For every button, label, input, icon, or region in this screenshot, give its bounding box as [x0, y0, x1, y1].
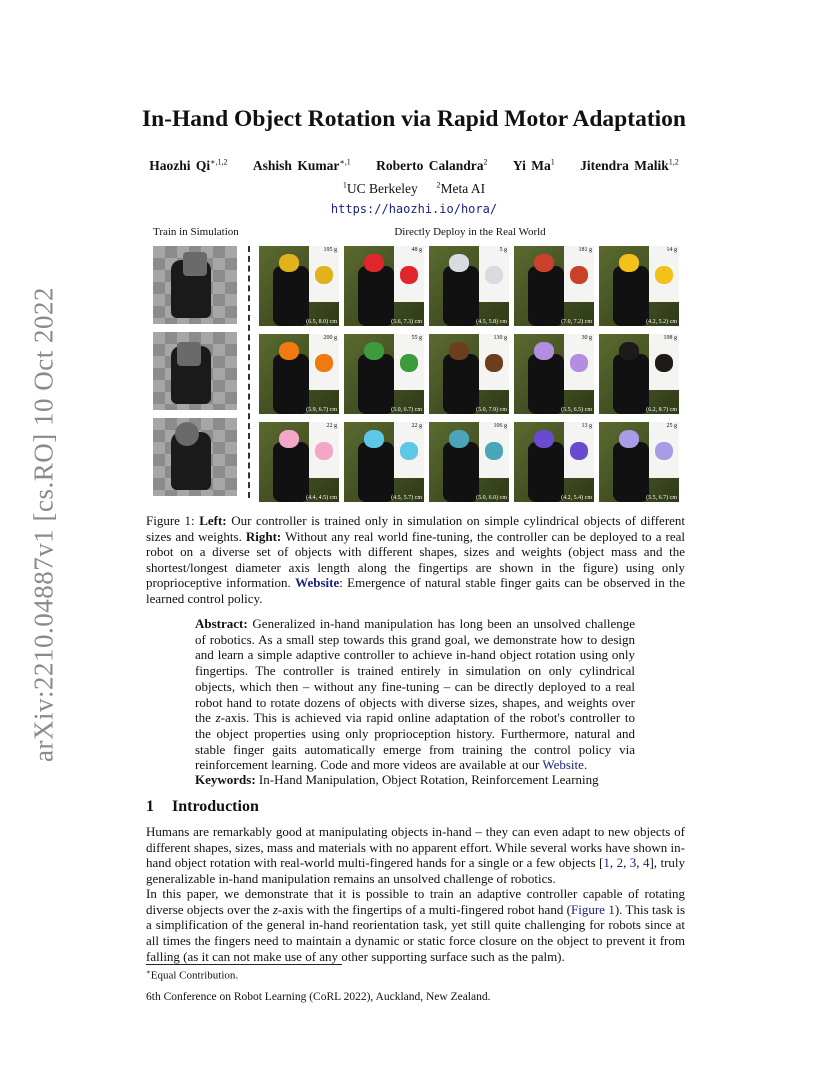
robot-hand — [528, 442, 564, 502]
author: Haozhi $Qi^{∗,1,2}$ — [149, 157, 228, 173]
object-inset — [309, 334, 339, 390]
arxiv-stamp: arXiv:2210.04887v1 [cs.RO] 10 Oct 2022 — [28, 287, 59, 763]
robot-hand-photo — [259, 246, 339, 326]
object-weight: 195 g — [323, 247, 337, 253]
robot-hand-photo — [514, 334, 594, 414]
robot-hand — [613, 266, 649, 326]
robot-hand-photo — [344, 422, 424, 502]
author: Yi Ma$^1$ — [512, 157, 555, 173]
robot-hand — [358, 354, 394, 414]
object-dimensions: (5.6, 7.3) cm — [391, 319, 422, 325]
object-inset — [564, 334, 594, 390]
author-list — [0, 157, 828, 174]
object-dimensions: (5.0, 6.0) cm — [476, 495, 507, 501]
object-inset — [649, 334, 679, 390]
object-inset — [564, 422, 594, 478]
robot-hand — [613, 354, 649, 414]
robot-hand — [613, 442, 649, 502]
object-weight: 48 g — [411, 247, 422, 253]
intro-paragraph-2: In this paper, we demonstrate that it is possible to train an adaptive controller capable of rotating diverse objects over the z-axis with the fingertips of a multi-fingered robot hand (Figure 1). This task is a simplification of the general in-hand reorientation task, yet still quite challenging for robots since at all times the fingers need to maintain a dynamic or static force closure on the object to prevent it from falling (as it can not make use of any other supporting surface such as the palm). — [146, 886, 685, 964]
robot-hand-photo — [344, 334, 424, 414]
object-weight: 55 g — [411, 335, 422, 341]
figure-left-header: Train in Simulation — [153, 226, 239, 238]
object-thumbnail — [315, 442, 333, 460]
robot-hand-photo — [429, 334, 509, 414]
object-thumbnail — [400, 354, 418, 372]
citation-link[interactable]: 3 — [629, 855, 637, 871]
simulation-image — [153, 418, 237, 496]
object-thumbnail — [655, 266, 673, 284]
object-dimensions: (5.5, 6.7) cm — [646, 495, 677, 501]
held-object — [364, 342, 384, 360]
object-inset — [394, 246, 424, 302]
object-thumbnail — [655, 442, 673, 460]
author: Ashish Kumar$^{∗,1}$ — [252, 157, 351, 173]
object-dimensions: (4.5, 5.7) cm — [391, 495, 422, 501]
intro-paragraph-1: Humans are remarkably good at manipulating objects in-hand – they can even adapt to new objects of different shapes, sizes, mass and materials with no apparent effort. While several works have shown in-hand object rotation with real-world multi-fingered hands for a single or a few objects [1, 2, 3, 4], truly generalizable in-hand manipulation remains an unsolved challenge of robotics. — [146, 824, 686, 887]
object-dimensions: (6.2, 8.7) cm — [646, 407, 677, 413]
held-object — [534, 254, 554, 272]
website-link[interactable]: Website — [295, 575, 340, 591]
robot-hand — [443, 266, 479, 326]
robot-hand-photo — [599, 334, 679, 414]
object-inset — [394, 422, 424, 478]
held-object — [534, 430, 554, 448]
project-url[interactable]: https://haozhi.io/hora/ — [330, 202, 498, 216]
object-thumbnail — [485, 442, 503, 460]
object-dimensions: (5.0, 6.7) cm — [391, 407, 422, 413]
simulation-image — [153, 246, 237, 324]
held-object — [279, 342, 299, 360]
affiliations — [0, 180, 828, 197]
object-dimensions: (5.0, 7.9) cm — [476, 407, 507, 413]
object-dimensions: (4.2, 5.2) cm — [646, 319, 677, 325]
object-thumbnail — [485, 266, 503, 284]
object-thumbnail — [570, 442, 588, 460]
figure-caption: Figure 1: Left: Our controller is trained only in simulation on simple cylindrical objects of different sizes and weights. Right: Without any real world fine-tuning, the controller can be deployed to a real robot on a diverse set of objects with different shapes, sizes and weights (object mass and the shortest/longest diameter axis length along the fingertips are shown in the figure) using only proprioceptive information. Website: Emergence of natural stable finger gaits can be observed in the learned control policy. — [146, 513, 686, 606]
held-object — [279, 430, 299, 448]
robot-hand — [443, 354, 479, 414]
robot-hand — [273, 354, 309, 414]
held-object — [619, 430, 639, 448]
robot-hand-photo — [599, 422, 679, 502]
robot-hand-photo — [599, 246, 679, 326]
robot-hand — [443, 442, 479, 502]
footnote: ∗Equal Contribution. — [146, 968, 239, 982]
object-dimensions: (5.5, 6.5) cm — [561, 407, 592, 413]
object-dimensions: (4.2, 5.4) cm — [561, 495, 592, 501]
held-object — [279, 254, 299, 272]
author: Roberto Calandra$^2$ — [376, 157, 488, 173]
robot-hand-photo — [514, 246, 594, 326]
held-object — [449, 430, 469, 448]
real-world-photo-grid — [259, 246, 681, 502]
figure-right-header: Directly Deploy in the Real World — [394, 226, 546, 238]
robot-hand-photo — [259, 334, 339, 414]
held-object — [619, 342, 639, 360]
object-weight: 198 g — [663, 335, 677, 341]
object-thumbnail — [570, 266, 588, 284]
simulation-images — [153, 246, 237, 504]
robot-hand — [528, 354, 564, 414]
object-weight: 22 g — [326, 423, 337, 429]
object-weight: 5 g — [499, 247, 507, 253]
robot-hand-photo — [514, 422, 594, 502]
object-dimensions: (7.0, 7.2) cm — [561, 319, 592, 325]
object-weight: 106 g — [493, 423, 507, 429]
object-weight: 181 g — [578, 247, 592, 253]
held-object — [449, 254, 469, 272]
abstract: Abstract: Generalized in-hand manipulation has long been an unsolved challenge of robotics. As a small step towards this grand goal, we demonstrate how to design and learn a simple adaptive controller to achieve in-hand object rotation using only fingertips. The controller is trained entirely in simulation on only cylindrical objects, which then – without any fine-tuning – can be directly deployed to a real robot hand to rotate dozens of objects with diverse sizes, shapes, and weights over the z-axis. This is achieved via rapid online adaptation of the robot's controller to the object properties using only proprioception history. Furthermore, natural and stable finger gaits automatically emerge from training the control policy via reinforcement learning. Code and more videos are available at our Website. — [195, 616, 635, 773]
footnote-rule — [146, 964, 342, 965]
object-dimensions: (6.5, 8.0) cm — [306, 319, 337, 325]
robot-hand — [528, 266, 564, 326]
citation-link[interactable]: 4 — [642, 855, 650, 871]
object-inset — [309, 422, 339, 478]
object-weight: 14 g — [666, 247, 677, 253]
website-link[interactable]: Website — [542, 757, 584, 773]
object-weight: 130 g — [493, 335, 507, 341]
object-dimensions: (5.9, 6.7) cm — [306, 407, 337, 413]
object-thumbnail — [570, 354, 588, 372]
object-weight: 200 g — [323, 335, 337, 341]
object-inset — [309, 246, 339, 302]
object-weight: 22 g — [411, 423, 422, 429]
object-weight: 30 g — [581, 335, 592, 341]
simulation-image — [153, 332, 237, 410]
object-thumbnail — [315, 266, 333, 284]
object-inset — [479, 334, 509, 390]
paper-title: In-Hand Object Rotation via Rapid Motor Adaptation — [141, 106, 687, 132]
object-inset — [649, 246, 679, 302]
affiliation: $^2$Meta AI — [436, 180, 486, 196]
object-inset — [479, 422, 509, 478]
section-heading: 1 Introduction — [146, 798, 259, 815]
object-thumbnail — [400, 266, 418, 284]
author: Jitendra Malik$^{1,2}$ — [580, 157, 679, 173]
object-dimensions: (4.5, 5.8) cm — [476, 319, 507, 325]
robot-hand-photo — [259, 422, 339, 502]
object-thumbnail — [400, 442, 418, 460]
object-thumbnail — [655, 354, 673, 372]
figure-divider — [248, 246, 250, 498]
held-object — [364, 430, 384, 448]
citation-link[interactable]: 1 — [603, 855, 610, 871]
held-object — [534, 342, 554, 360]
robot-hand — [358, 266, 394, 326]
object-dimensions: (4.4, 4.5) cm — [306, 495, 337, 501]
object-weight: 25 g — [666, 423, 677, 429]
robot-hand — [273, 266, 309, 326]
affiliation: $^1$UC Berkeley — [342, 180, 418, 196]
robot-hand — [358, 442, 394, 502]
figure-reference-link[interactable]: Figure 1 — [571, 901, 615, 917]
object-thumbnail — [315, 354, 333, 372]
object-inset — [649, 422, 679, 478]
robot-hand-photo — [429, 422, 509, 502]
object-inset — [479, 246, 509, 302]
robot-hand — [273, 442, 309, 502]
robot-hand-photo — [344, 246, 424, 326]
citation-link[interactable]: 2 — [616, 855, 624, 871]
keywords: Keywords: In-Hand Manipulation, Object Rotation, Reinforcement Learning — [195, 772, 599, 787]
object-weight: 13 g — [581, 423, 592, 429]
robot-hand-photo — [429, 246, 509, 326]
held-object — [619, 254, 639, 272]
conference-note: 6th Conference on Robot Learning (CoRL 2022), Auckland, New Zealand. — [146, 991, 491, 1003]
held-object — [449, 342, 469, 360]
object-inset — [394, 334, 424, 390]
object-inset — [564, 246, 594, 302]
object-thumbnail — [485, 354, 503, 372]
held-object — [364, 254, 384, 272]
